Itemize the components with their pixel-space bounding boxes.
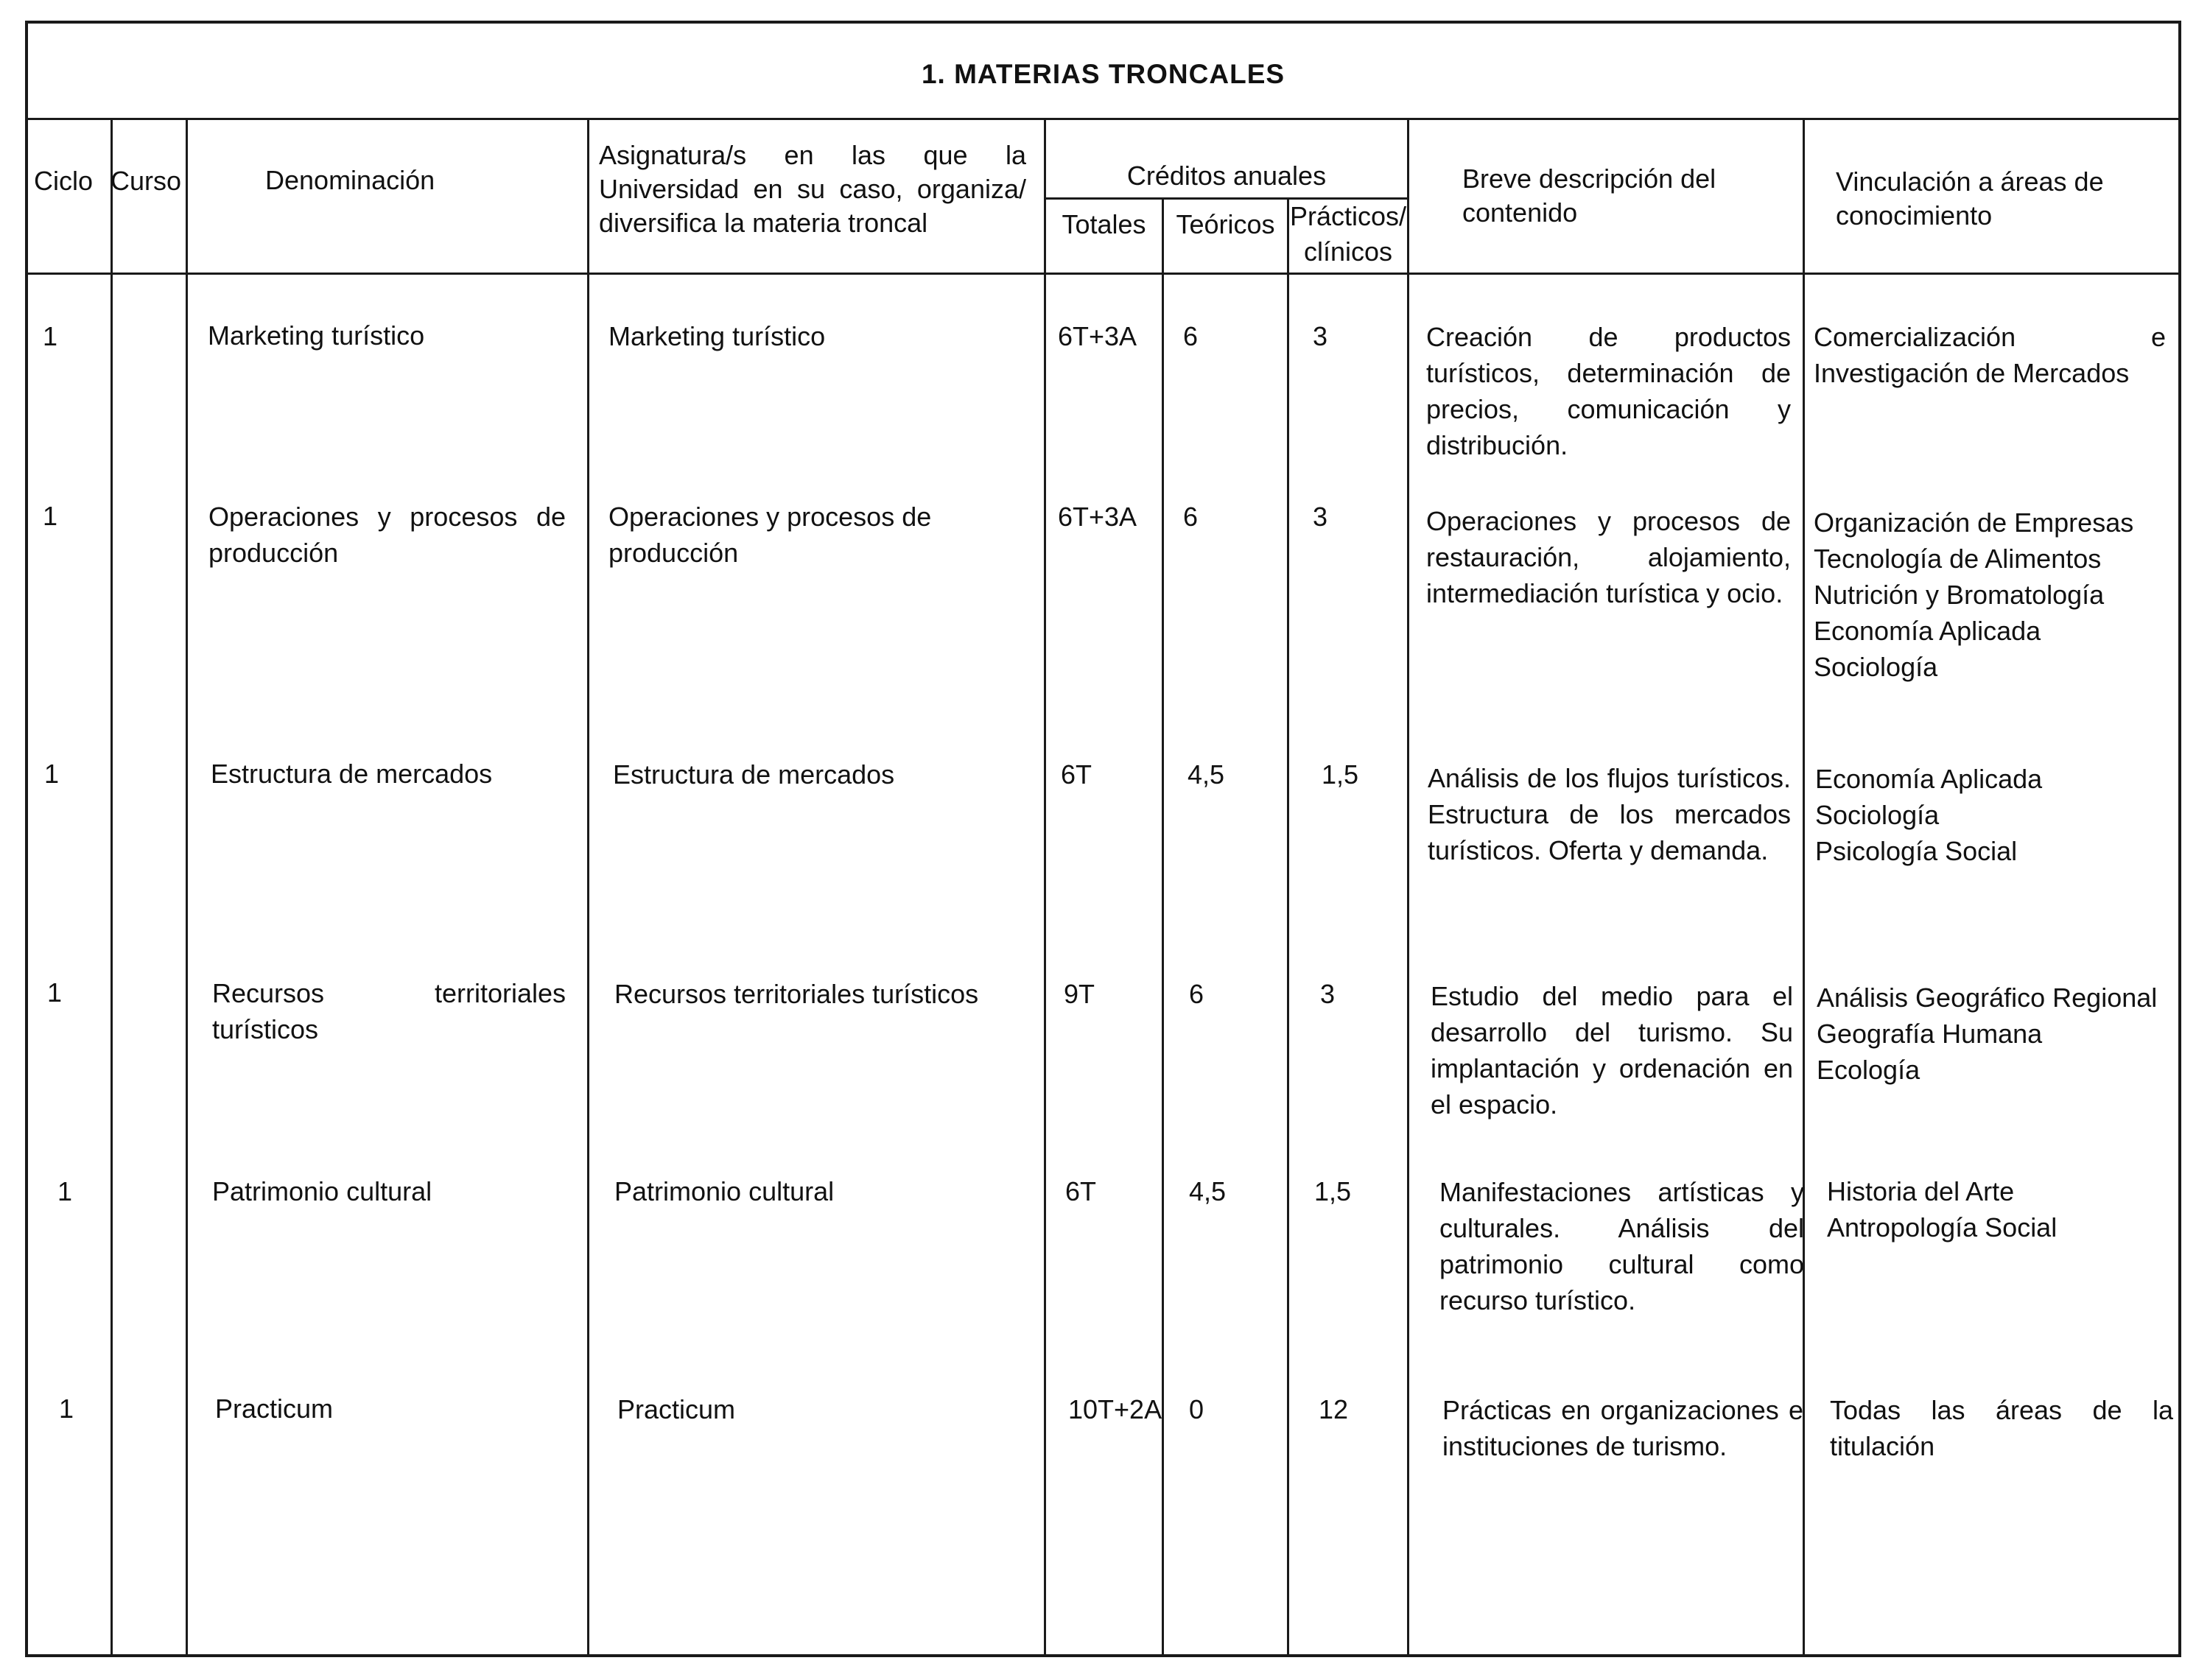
cell-denominacion: Marketing turístico [208,320,425,351]
col-divider-curso [186,118,188,1656]
cell-denominacion: Operaciones y procesos de producción [208,502,566,568]
cell-practicos: 3 [1313,321,1328,351]
cell-denominacion: Practicum [215,1393,334,1424]
cell-totales: 10T+2A [1068,1394,1162,1424]
cell-vinculacion: Comercialización e Investigación de Mercados [1814,322,2166,388]
cell-teoricos: 4,5 [1188,759,1225,790]
cell-descripcion: Operaciones y procesos de restauración, alojamiento, intermediación turística y ocio. [1426,506,1791,608]
cell-totales: 6T [1065,1176,1097,1206]
header-practicos-clinicos: Prácticos/ clínicos [1289,201,1407,267]
table-border-bottom [25,1654,2181,1657]
header-descripcion: Breve descripción del contenido [1462,164,1716,228]
cell-ciclo: 1 [44,759,60,789]
header-vinculacion: Vinculación a áreas de conocimiento [1836,166,2104,231]
cell-practicos: 3 [1320,979,1336,1009]
cell-ciclo: 1 [59,1393,74,1424]
table-title: 1. MATERIAS TRONCALES [921,59,1285,89]
header-curso: Curso [110,166,182,196]
col-divider-asignatura [1044,118,1046,1656]
table-border-top [25,21,2181,24]
cell-vinculacion: Análisis Geográfico Regional Geografía Humana Ecología [1817,983,2158,1085]
header-creditos-anuales: Créditos anuales [1126,161,1327,191]
col-divider-practicos [1407,118,1409,1656]
cell-vinculacion: Todas las áreas de la titulación [1830,1395,2173,1461]
cell-teoricos: 0 [1189,1394,1204,1424]
cell-asignatura: Recursos territoriales turísticos [614,979,979,1009]
header-denominacion: Denominación [265,165,435,195]
cell-descripcion: Prácticas en organizaciones e instituciones de turismo. [1442,1395,1803,1461]
cell-practicos: 1,5 [1322,759,1359,790]
cell-teoricos: 4,5 [1189,1176,1227,1206]
header-totales: Totales [1062,209,1146,239]
table-border-right [2178,21,2181,1657]
cell-descripcion: Estudio del medio para el desarrollo del turismo. Su implantación y ordenación en el espacio. [1431,981,1793,1120]
table-border-left [25,21,28,1657]
col-divider-totales [1162,197,1164,1656]
title-divider [25,118,2181,120]
col-divider-teoricos [1287,197,1289,1656]
cell-descripcion: Manifestaciones artísticas y culturales. Análisis del patrimonio cultural como recurso turístico. [1439,1177,1804,1315]
cell-totales: 6T [1061,759,1092,790]
cell-ciclo: 1 [43,321,58,351]
cell-teoricos: 6 [1183,502,1199,532]
cell-teoricos: 6 [1183,321,1199,351]
cell-practicos: 12 [1319,1394,1349,1424]
cell-ciclo: 1 [57,1176,73,1206]
cell-practicos: 1,5 [1314,1176,1352,1206]
cell-teoricos: 6 [1189,979,1204,1009]
col-divider-denominacion [587,118,589,1656]
header-asignaturas: Asignatura/s en las que la Universidad en su caso, organiza/ diversifica la materia troncal [599,140,1026,238]
cell-practicos: 3 [1313,502,1328,532]
header-divider [25,273,2181,275]
cell-asignatura: Estructura de mercados [613,759,895,790]
cell-totales: 9T [1064,979,1095,1009]
cell-vinculacion: Economía Aplicada Sociología Psicología Social [1815,764,2043,866]
cell-ciclo: 1 [47,977,63,1008]
cell-denominacion: Recursos territoriales turísticos [212,978,566,1044]
header-teoricos: Teóricos [1176,209,1275,239]
cell-descripcion: Análisis de los flujos turísticos. Estructura de los mercados turísticos. Oferta y demanda. [1428,763,1791,865]
cell-denominacion: Patrimonio cultural [212,1176,432,1206]
cell-asignatura: Operaciones y procesos de producción [608,502,932,568]
cell-vinculacion: Organización de Empresas Tecnología de Alimentos Nutrición y Bromatología Economía Aplicada Sociología [1814,507,2134,682]
cell-asignatura: Marketing turístico [608,321,826,351]
cell-descripcion: Creación de productos turísticos, determinación de precios, comunicación y distribución. [1426,322,1791,460]
cell-vinculacion: Historia del Arte Antropología Social [1827,1176,2058,1243]
cell-denominacion: Estructura de mercados [211,759,493,789]
cell-asignatura: Practicum [617,1394,736,1424]
cell-totales: 6T+3A [1058,502,1137,532]
header-ciclo: Ciclo [34,166,94,196]
cell-ciclo: 1 [43,501,58,531]
col-divider-ciclo [110,118,113,1656]
cell-totales: 6T+3A [1058,321,1137,351]
cell-asignatura: Patrimonio cultural [614,1176,835,1206]
